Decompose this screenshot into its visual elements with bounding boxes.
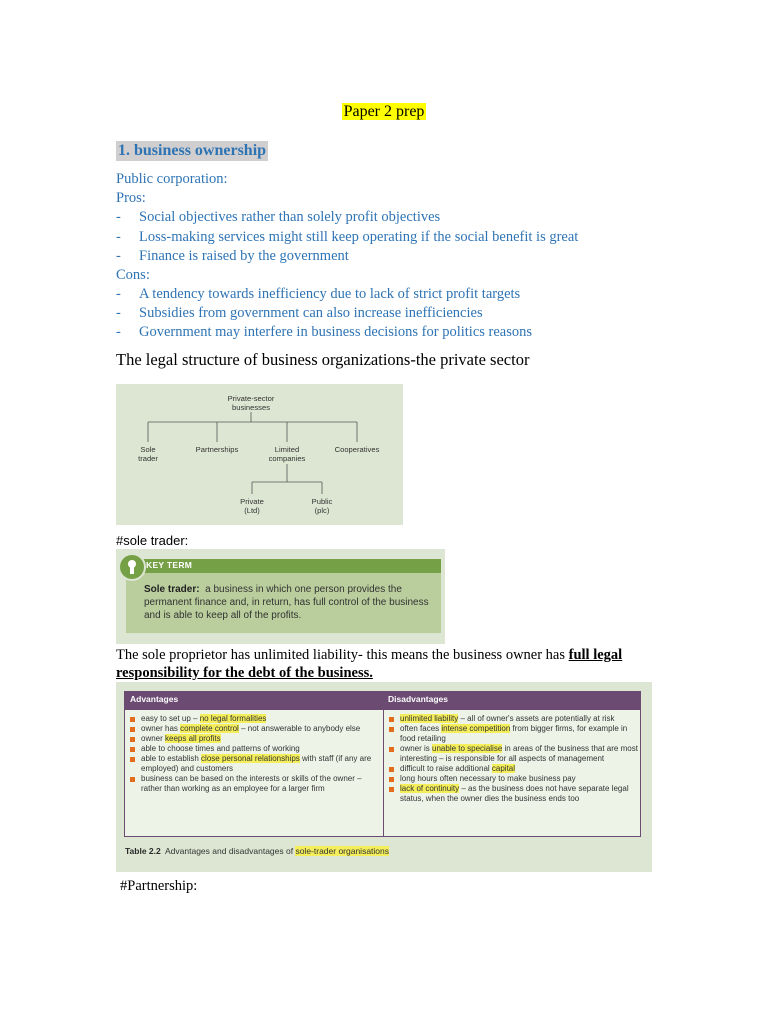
highlighted-phrase: lack of continuity: [400, 784, 460, 793]
pros-item: - Loss-making services might still keep operating if the social benefit is great: [116, 229, 579, 245]
section-heading: 1. business ownership: [118, 142, 267, 159]
chart-node-public-plc: Public (plc): [311, 497, 333, 515]
pros-label: Pros:: [116, 190, 146, 206]
highlighted-phrase: keeps all profits: [165, 734, 221, 743]
table-header: [124, 691, 641, 709]
chart-root-node: Private-sector businesses: [227, 394, 275, 412]
highlighted-phrase: unable to specialise: [432, 744, 503, 753]
key-term-label: KEY TERM: [146, 560, 193, 570]
page-title: Paper 2 prep: [343, 103, 425, 120]
chart-node-partnerships: Partnerships: [195, 445, 239, 454]
highlighted-phrase: intense competition: [441, 724, 511, 733]
key-term-definition: Sole trader: a business in which one person provides the permanent finance and, in return, has full control of the business and is able to keep all of the profits.: [144, 584, 429, 621]
private-sector-heading: The legal structure of business organizations-the private sector: [116, 350, 530, 369]
org-chart: [116, 384, 403, 525]
chart-node-cooperatives: Cooperatives: [334, 445, 380, 454]
disadvantages-column: [388, 714, 638, 804]
keyhole-icon: [118, 553, 146, 581]
advantages-column: [129, 714, 375, 794]
title-line: [0, 103, 768, 121]
column-divider: [383, 710, 384, 836]
disadvantage-item: unlimited liability – all of owner's assets are potentially at risk: [388, 714, 638, 724]
highlighted-phrase: unlimited liability: [400, 714, 459, 723]
cons-label: Cons:: [116, 267, 150, 283]
advantages-header: Advantages: [130, 694, 179, 704]
pros-item: - Social objectives rather than solely profit objectives: [116, 209, 441, 225]
cons-item: - Subsidies from government can also increase inefficiencies: [116, 305, 483, 321]
highlighted-phrase: complete control: [180, 724, 239, 733]
disadvantages-header: Disadvantages: [388, 694, 448, 704]
sole-trader-heading: #sole trader:: [116, 533, 189, 548]
cons-item: - A tendency towards inefficiency due to lack of strict profit targets: [116, 286, 521, 302]
table-body: [124, 709, 641, 837]
disadvantage-item: owner is unable to specialise in areas of the business that are most interesting – is responsible for all aspects of management: [388, 744, 638, 764]
liability-paragraph: The sole proprietor has unlimited liability- this means the business owner has full legal responsibility for the debt of the business.: [116, 647, 623, 681]
pros-item: - Finance is raised by the government: [116, 248, 349, 264]
chart-node-limited-companies: Limited companies: [268, 445, 306, 463]
partnership-heading: #Partnership:: [120, 878, 198, 894]
advantage-item: owner keeps all profits: [129, 734, 375, 744]
chart-node-private-ltd: Private (Ltd): [240, 497, 264, 515]
advantage-item: able to establish close personal relationships with staff (if any are employed) and customers: [129, 754, 375, 774]
advantage-item: easy to set up – no legal formalities: [129, 714, 375, 724]
disadvantage-item: often faces intense competition from bigger firms, for example in food retailing: [388, 724, 638, 744]
highlighted-phrase: capital: [491, 764, 516, 773]
chart-node-sole-trader: Sole trader: [138, 445, 158, 463]
disadvantage-item: lack of continuity – as the business does not have separate legal status, when the owner dies the business ends too: [388, 784, 638, 804]
advantage-item: able to choose times and patterns of working: [129, 744, 375, 754]
key-term-box: [116, 549, 445, 644]
public-corp-label: Public corporation:: [116, 171, 228, 187]
advantage-item: business can be based on the interests or skills of the owner – rather than working as an employee for a larger firm: [129, 774, 375, 794]
highlighted-phrase: close personal relationships: [201, 754, 300, 763]
advantage-item: owner has complete control – not answerable to anybody else: [129, 724, 375, 734]
highlighted-phrase: no legal formalities: [199, 714, 267, 723]
cons-item: - Government may interfere in business decisions for politics reasons: [116, 324, 533, 340]
table-caption: Table 2.2 Advantages and disadvantages of sole-trader organisations: [125, 846, 390, 856]
disadvantage-item: long hours often necessary to make business pay: [388, 774, 638, 784]
disadvantage-item: difficult to raise additional capital: [388, 764, 638, 774]
adv-disadv-table: [116, 682, 652, 872]
